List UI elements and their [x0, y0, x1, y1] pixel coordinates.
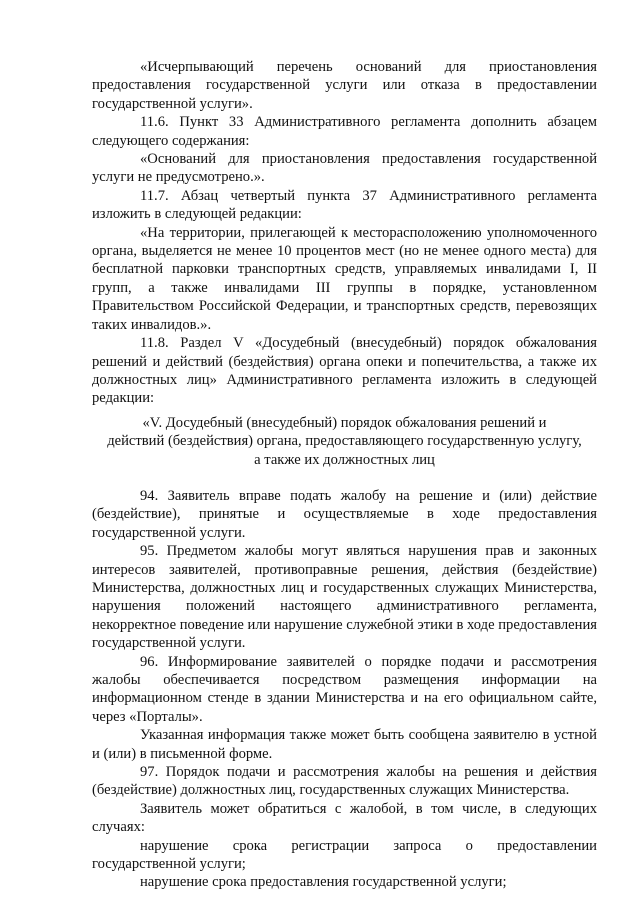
- paragraph-11-7-quote: «На территории, прилегающей к месторасположению уполномоченного органа, выделяется не менее 10 процентов мест (но не менее одного места) для бесплатной парковки транспортных средств, управляемых инвалидами I, II групп, а также инвалидами III группы в порядке, установленном Правительством Российской Федерации, и транспортных средств, перевозящих таких инвалидов.».: [92, 224, 597, 333]
- paragraph-94: 94. Заявитель вправе подать жалобу на решение и (или) действие (бездействие), принятые и осуществляемые в ходе предоставления государственной услуги.: [92, 487, 597, 541]
- paragraph-97-cases: Заявитель может обратиться с жалобой, в том числе, в следующих случаях:: [92, 800, 597, 836]
- paragraph-11-7: 11.7. Абзац четвертый пункта 37 Административного регламента изложить в следующей редакции:: [92, 187, 597, 223]
- section-heading: [92, 414, 597, 469]
- paragraph-11-8: 11.8. Раздел V «Досудебный (внесудебный) порядок обжалования решений и действий (бездействия) органа опеки и попечительства, а также их должностных лиц» Административного регламента изложить в следующей редакции:: [92, 335, 597, 407]
- paragraph-11-6-quote: «Оснований для приостановления предоставления государственной услуги не предусмотрено.».: [92, 151, 597, 186]
- section-heading-line-2: действий (бездействия) органа, предоставляющего государственную услугу,: [107, 433, 582, 450]
- list-item-service-deadline: нарушение срока предоставления государственной услуги;: [140, 874, 507, 891]
- paragraph-quote-title: «Исчерпывающий перечень оснований для приостановления предоставления государственной услуги или отказа в предоставлении государственной услуги».: [92, 59, 597, 112]
- document-body: [92, 58, 597, 892]
- list-item-registration-deadline: нарушение срока регистрации запроса о предоставлении государственной услуги;: [92, 837, 597, 873]
- paragraph-96-info: Указанная информация также может быть сообщена заявителю в устной и (или) в письменной форме.: [92, 727, 597, 762]
- paragraph-97: 97. Порядок подачи и рассмотрения жалобы на решения и действия (бездействие) должностных лиц, государственных служащих Министерства.: [92, 764, 597, 799]
- section-heading-line-3: а также их должностных лиц: [254, 451, 435, 468]
- paragraph-11-6: 11.6. Пункт 33 Административного регламента дополнить абзацем следующего содержания:: [92, 114, 597, 149]
- blank-line: [92, 469, 597, 487]
- paragraph-95: 95. Предметом жалобы могут являться нарушения прав и законных интересов заявителей, противоправные решения, действия (бездействие) Министерства, должностных лиц и государственных служащих Министерства, нарушения положений настоящего административного регламента, некорректное поведение или нарушение служебной этики в ходе предоставления государственной услуги.: [92, 543, 597, 652]
- paragraph-96: 96. Информирование заявителей о порядке подачи и рассмотрения жалобы обеспечивается посредством размещения информации на информационном стенде в здании Министерства и на его официальном сайте, через «Порталы».: [92, 653, 597, 725]
- section-heading-line-1: «V. Досудебный (внесудебный) порядок обжалования решений и: [142, 414, 547, 431]
